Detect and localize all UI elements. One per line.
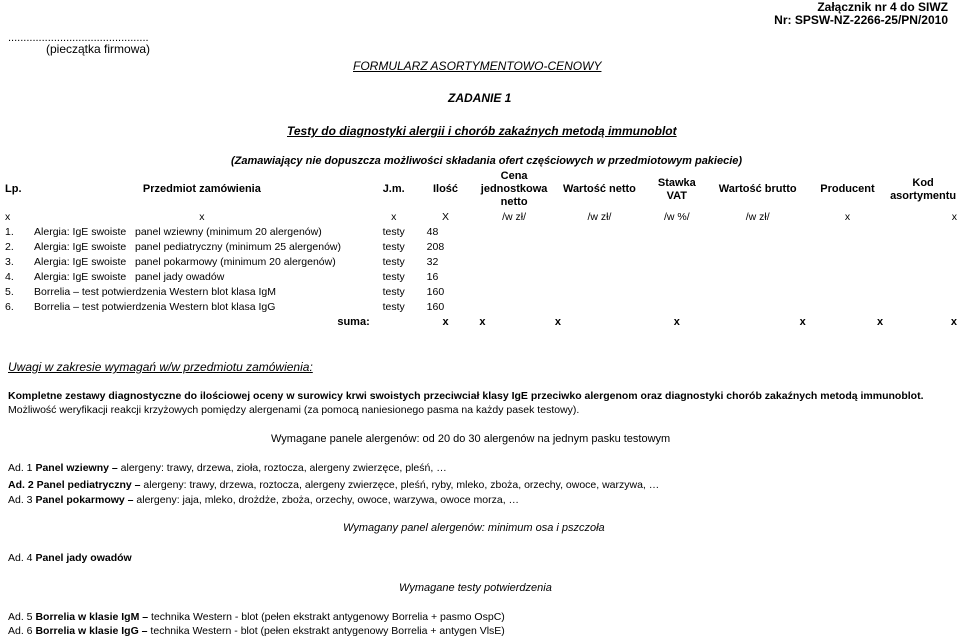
ad4-label: Ad. 4 — [8, 552, 33, 564]
table-row — [2, 269, 960, 284]
unit-item: x — [199, 210, 205, 223]
ad5-title: Borrelia w klasie IgM – — [35, 611, 149, 623]
row-quantity: 48 — [426, 225, 439, 238]
row-quantity: 32 — [426, 255, 439, 268]
header-unit-price — [476, 170, 552, 209]
header-unit-price-line2: jednostkowa — [480, 183, 548, 195]
ad2-title: Panel pediatryczny – — [36, 479, 141, 491]
ad1-text: alergeny: trawy, drzewa, zioła, roztocza, alergeny zwierzęce, pleśń, … — [117, 462, 447, 474]
row-quantity: 160 — [426, 300, 445, 313]
partial-offer-note: (Zamawiający nie dopuszcza możliwości składania ofert częściowych w przedmiotowym pakiecie) — [231, 155, 743, 167]
form-title: FORMULARZ ASORTYMENTOWO-CENOWY — [353, 59, 602, 73]
header-lp: Lp. — [5, 183, 22, 195]
ad5-line — [8, 611, 505, 623]
sum-producer: x — [877, 315, 884, 328]
sum-code: x — [950, 315, 957, 328]
row-item: Alergia: IgE swoiste panel pokarmowy (minimum 20 alergenów) — [34, 255, 336, 268]
row-item: Alergia: IgE swoiste panel wziewny (minimum 20 alergenów) — [34, 225, 322, 238]
sum-label: suma: — [337, 315, 370, 328]
header-vat — [647, 170, 707, 209]
table-row — [2, 254, 960, 269]
header-vat-line1: Stawka — [657, 176, 696, 189]
unit-price: /w zł/ — [502, 210, 527, 223]
price-table — [2, 170, 960, 329]
header-product-code-line2: asortymentu — [890, 189, 957, 202]
ad2-label: Ad. 2 — [8, 479, 34, 491]
unit-lp: x — [5, 210, 11, 223]
required-panels-heading: Wymagane panele alergenów: od 20 do 30 alergenów na jednym pasku testowym — [271, 433, 671, 445]
document-number: Nr: SPSW-NZ-2266-25/PN/2010 — [774, 13, 948, 27]
ad2-line — [8, 479, 659, 491]
ad2-text: alergeny: trawy, drzewa, roztocza, alergeny zwierzęce, pleśń, ryby, mleko, zboża, orzechy, owoce, warzywa, … — [140, 479, 660, 491]
row-quantity: 16 — [426, 270, 439, 283]
ad1-line — [8, 462, 447, 474]
header-net-value: Wartość netto — [562, 183, 636, 195]
attachment-label: Załącznik nr 4 do SIWZ — [817, 0, 948, 14]
ad6-text: technika Western - blot (pełen ekstrakt antygenowy Borrelia + antygen VlsE) — [147, 625, 505, 637]
unit-producer: x — [844, 210, 851, 223]
ad5-label: Ad. 5 — [8, 611, 33, 623]
unit-vat: /w %/ — [663, 210, 690, 223]
table-row — [2, 224, 960, 239]
company-stamp-label: (pieczątka firmowa) — [46, 42, 151, 56]
header-item: Przedmiot zamówienia — [142, 183, 261, 195]
ad4-line — [8, 552, 132, 564]
unit-quantity: X — [441, 210, 449, 223]
header-unit-price-line1: Cena — [500, 170, 528, 182]
row-item: Alergia: IgE swoiste panel jady owadów — [34, 270, 225, 283]
header-product-code-line1: Kod — [912, 176, 934, 189]
unit-gross: /w zł/ — [745, 210, 770, 223]
ad3-line — [8, 494, 519, 506]
row-item: Borrelia – test potwierdzenia Western blot klasa IgM — [34, 285, 277, 298]
row-unit: testy — [382, 270, 405, 283]
remarks-paragraph-1: Kompletne zestawy diagnostyczne do ilościowej oceny w surowicy krwi swoistych przeciwciał klasy IgE przeciwko alergenom oraz diagnostyki chorób zakaźnych metodą immunoblot. — [8, 390, 924, 402]
table-header-row — [2, 170, 960, 209]
ad1-label: Ad. 1 — [8, 462, 33, 474]
header-gross-value: Wartość brutto — [718, 183, 797, 195]
table-row — [2, 299, 960, 314]
ad3-label: Ad. 3 — [8, 494, 33, 506]
sum-net: x — [554, 315, 561, 328]
row-lp: 3. — [5, 255, 14, 268]
header-vat-line2: VAT — [666, 189, 687, 202]
row-unit: testy — [382, 255, 405, 268]
sum-unit-price: x — [442, 315, 449, 328]
ad6-label: Ad. 6 — [8, 625, 33, 637]
unit-jm: x — [391, 210, 397, 223]
task-title: ZADANIE 1 — [448, 91, 512, 105]
sum-placeholder: x — [479, 315, 486, 328]
row-lp: 2. — [5, 240, 14, 253]
unit-net: /w zł/ — [587, 210, 612, 223]
row-item: Alergia: IgE swoiste panel pediatryczny (minimum 25 alergenów) — [34, 240, 341, 253]
ad6-title: Borrelia w klasie IgG – — [35, 625, 148, 637]
required-panel-min-heading: Wymagany panel alergenów: minimum osa i pszczoła — [343, 522, 605, 534]
header-producer: Producent — [820, 183, 875, 195]
row-unit: testy — [382, 285, 405, 298]
ad6-line — [8, 625, 505, 637]
row-lp: 6. — [5, 300, 14, 313]
sum-gross: x — [799, 315, 806, 328]
remarks-heading: Uwagi w zakresie wymagań w/w przedmiotu zamówienia: — [8, 360, 313, 374]
row-item: Borrelia – test potwierdzenia Western blot klasa IgG — [34, 300, 276, 313]
row-unit: testy — [382, 300, 405, 313]
unit-code: x — [951, 210, 957, 223]
sum-vat: x — [673, 315, 680, 328]
ad5-text: technika Western - blot (pełen ekstrakt antygenowy Borrelia + pasmo OspC) — [148, 611, 505, 623]
row-quantity: 160 — [426, 285, 445, 298]
ad4-title: Panel jady owadów — [35, 552, 132, 564]
row-quantity: 208 — [426, 240, 445, 253]
row-lp: 1. — [5, 225, 14, 238]
units-row — [2, 209, 960, 224]
subject-title: Testy do diagnostyki alergii i chorób zakaźnych metodą immunoblot — [287, 124, 677, 138]
table-row — [2, 239, 960, 254]
ad3-text: alergeny: jaja, mleko, drożdże, zboża, orzechy, owoce, warzywa, owoce morza, … — [133, 494, 520, 506]
header-unit-price-line3: netto — [500, 196, 528, 208]
table-row — [2, 284, 960, 299]
row-unit: testy — [382, 225, 405, 238]
header-unit: J.m. — [382, 183, 405, 195]
header-product-code — [886, 170, 960, 209]
ad1-title: Panel wziewny – — [35, 462, 118, 474]
remarks-paragraph-2: Możliwość weryfikacji reakcji krzyżowych pomiędzy alergenami (za pomocą naniesionego pasma na każdy pasek testowy). — [8, 404, 580, 416]
header-quantity: Ilość — [432, 183, 459, 195]
required-tests-heading: Wymagane testy potwierdzenia — [399, 582, 552, 594]
row-lp: 4. — [5, 270, 14, 283]
row-unit: testy — [382, 240, 405, 253]
row-lp: 5. — [5, 285, 14, 298]
ad3-title: Panel pokarmowy – — [35, 494, 134, 506]
stamp-dots: .............................................. — [8, 32, 149, 44]
sum-row — [2, 314, 960, 329]
